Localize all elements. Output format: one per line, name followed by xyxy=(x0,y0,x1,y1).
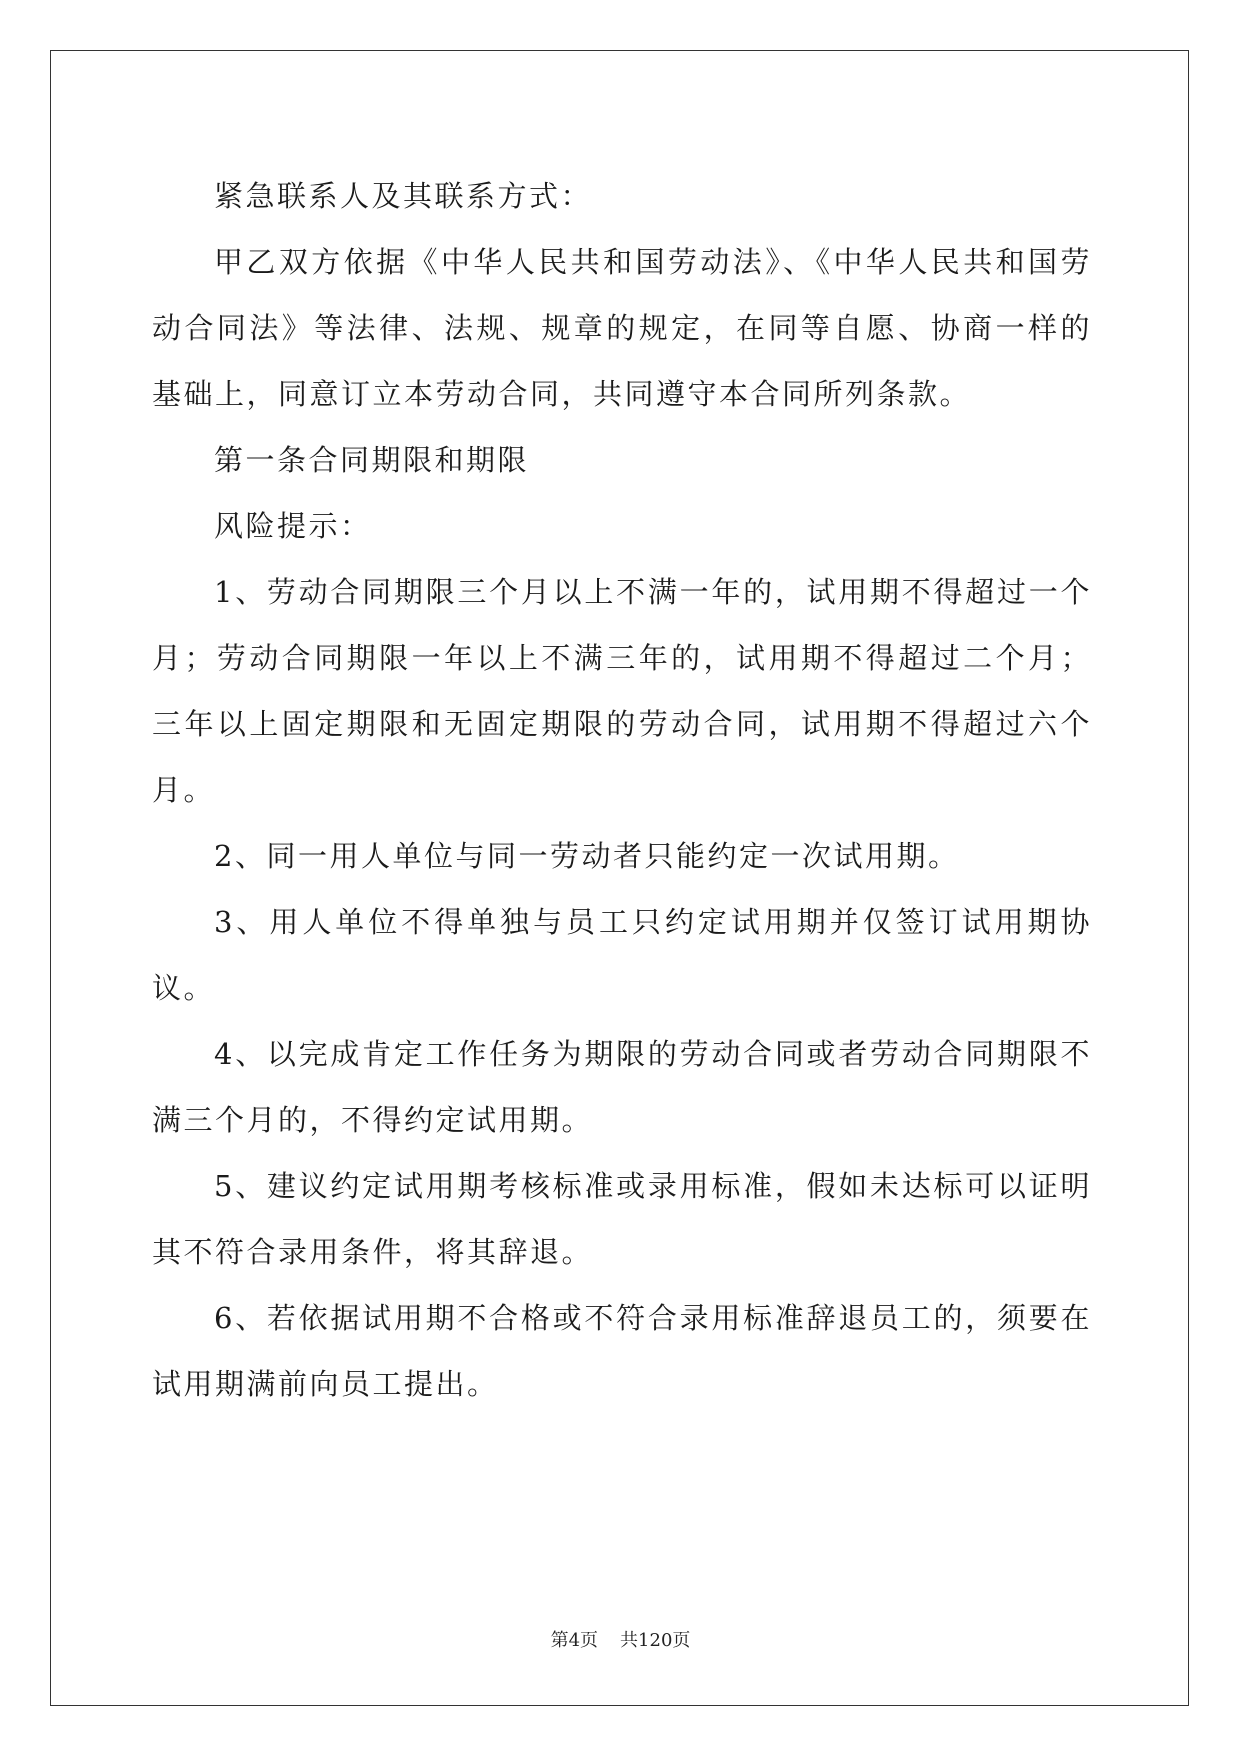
page-total: 共120页 xyxy=(620,1630,691,1651)
paragraph-item-3: 3、用人单位不得单独与员工只约定试用期并仅签订试用期协议。 xyxy=(152,905,1092,1005)
paragraph-risk-notice: 风险提示： xyxy=(214,509,372,543)
paragraph-item-4: 4、以完成肯定工作任务为期限的劳动合同或者劳动合同期限不满三个月的，不得约定试用期。 xyxy=(152,1037,1092,1137)
paragraph-emergency-contact: 紧急联系人及其联系方式： xyxy=(214,179,593,213)
paragraph-article-one-heading: 第一条合同期限和期限 xyxy=(214,443,530,477)
page-number: 第4页 xyxy=(550,1630,599,1651)
paragraph-item-1: 1、劳动合同期限三个月以上不满一年的，试用期不得超过一个月；劳动合同期限一年以上不满三年的，试用期不得超过二个月；三年以上固定期限和无固定期限的劳动合同，试用期不得超过六个月。 xyxy=(152,575,1092,807)
paragraph-legal-basis: 甲乙双方依据《中华人民共和国劳动法》、《中华人民共和国劳动合同法》等法律、法规、规章的规定，在同等自愿、协商一样的基础上，同意订立本劳动合同，共同遵守本合同所列条款。 xyxy=(152,245,1092,411)
document-body xyxy=(152,163,1092,1417)
paragraph-item-2: 2、同一用人单位与同一劳动者只能约定一次试用期。 xyxy=(214,839,960,873)
paragraph-item-5: 5、建议约定试用期考核标准或录用标准，假如未达标可以证明其不符合录用条件，将其辞退。 xyxy=(152,1169,1092,1269)
paragraph-item-6: 6、若依据试用期不合格或不符合录用标准辞退员工的，须要在试用期满前向员工提出。 xyxy=(152,1301,1092,1401)
page-footer xyxy=(0,1629,1241,1653)
